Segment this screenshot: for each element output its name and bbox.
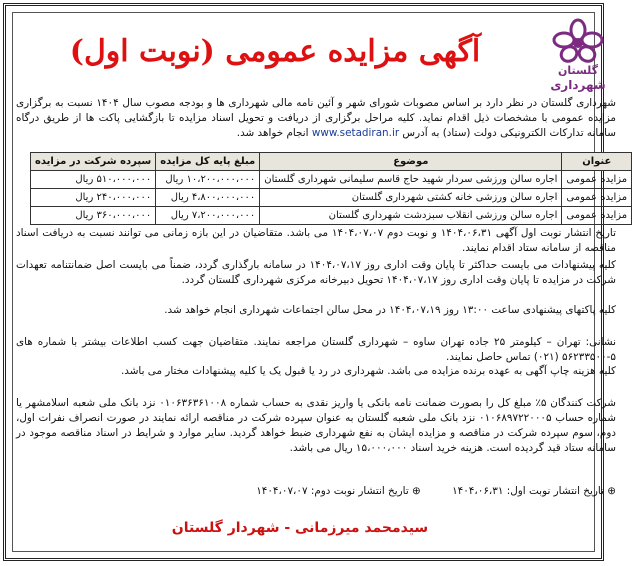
cell-title: مزایده عمومی — [562, 171, 632, 189]
cell-deposit: ۳۶۰،۰۰۰،۰۰۰ ریال — [31, 207, 156, 225]
auction-table — [30, 152, 632, 225]
cell-base-price: ۱۰،۲۰۰،۰۰۰،۰۰۰ ریال — [156, 171, 260, 189]
page-title: آگهی مزایده عمومی (نوبت اول) — [69, 34, 481, 69]
cell-subject: اجاره سالن ورزشی خانه کشتی شهرداری گلستان — [260, 189, 562, 207]
costs-paragraph: کلیه هزینه چاپ آگهی به عهده برنده مزایده می باشد. شهرداری در رد یا قبول یک یا کلیه پیشنهادات مختار می باشد. — [120, 365, 616, 377]
cell-deposit: ۵۱۰،۰۰۰،۰۰۰ ریال — [31, 171, 156, 189]
intro-text: شهرداری گلستان در نظر دارد بر اساس مصوبات شورای شهر و آئین نامه مالی شهرداری ها و بودجه مصوب سال ۱۴۰۴ نسبت به برگزاری مزایده عمومی با مشخصات ذیل اقدام نماید. کلیه مراحل برگزاری از دریافت و تحویل اسناد مزایده تا بازگشایی پاکت ها از طریق درگاه سامانه تدارکات الکترونیکی دولت (ستاد) به آدرس — [16, 97, 616, 139]
header-title: عنوان — [562, 153, 632, 171]
cell-title: مزایده عمومی — [562, 189, 632, 207]
table-row — [31, 171, 632, 189]
cell-base-price: ۴،۸۰۰،۰۰۰،۰۰۰ ریال — [156, 189, 260, 207]
header-base-price: مبلغ پایه کل مزایده — [156, 153, 260, 171]
header-subject: موضوع — [260, 153, 562, 171]
table-header-row — [31, 153, 632, 171]
deposit-paragraph: شرکت کنندگان ۵٪ مبلغ کل را بصورت ضمانت نامه بانکی یا واریز نقدی به حساب شماره ۰۱۰۶۳۶۳۶۱۰۰۸ نزد بانک ملی شعبه اسلامشهر یا شماره حساب ۰۱۰۶۸۹۷۲۲۰۰۰۵ نزد بانک ملی شعبه گلستان به عنوان سپرده شرکت در مناقصه ارائه نمایند در صورت انصراف نفرات اول، دوم، سوم سپرده شرکت در مناقصه و مزایده ایشان به نفع شهرداری ضبط خواهد گردید. سایر موارد و شرایط در اسناد مناقصه موجود در سامانه ستاد قید گردیده است. هزینه خرید اسناد ۱۵،۰۰۰،۰۰۰ ریال می باشد. — [16, 397, 616, 454]
municipality-logo — [538, 18, 618, 96]
intro-paragraph — [16, 96, 616, 141]
logo-text-shahrdari: شهرداری — [550, 78, 606, 92]
address-paragraph: نشانی: تهران – کیلومتر ۲۵ جاده تهران ساوه – شهرداری گلستان مراجعه نمایند. متقاضیان جهت کسب اطلاعات بیشتر با شماره های ۵-۵۶۲۳۳۵۰۰ (۰۲۱) تماس حاصل نمایند. — [16, 336, 616, 363]
cell-subject: اجاره سالن ورزشی سردار شهید حاج قاسم سلیمانی شهرداری گلستان — [260, 171, 562, 189]
cell-title: مزایده عمومی — [562, 207, 632, 225]
opening-time-paragraph: کلیه پاکتهای پیشنهادی ساعت ۱۳:۰۰ روز ۱۴۰۴،۰۷،۱۹ در محل سالن اجتماعات شهرداری انجام خواهد شد. — [164, 304, 616, 316]
publish-dates-footer — [40, 484, 616, 499]
intro-end-text: انجام خواهد شد. — [236, 127, 309, 139]
setad-link[interactable]: www.setadiran.ir — [311, 127, 400, 139]
cell-deposit: ۲۴۰،۰۰۰،۰۰۰ ریال — [31, 189, 156, 207]
first-publish-date: ⊕ تاریخ انتشار نوبت اول: ۱۴۰۴،۰۶،۳۱ — [452, 485, 616, 497]
cell-subject: اجاره سالن ورزشی انقلاب سبزدشت شهرداری گلستان — [260, 207, 562, 225]
second-publish-date: ⊕ تاریخ انتشار نوبت دوم: ۱۴۰۴،۰۷،۰۷ — [256, 485, 421, 497]
mayor-signature: سیدمحمد میرزمانی - شهردار گلستان — [171, 520, 429, 536]
flower-icon — [538, 18, 618, 66]
publish-dates-paragraph: تاریخ انتشار نوبت اول آگهی ۱۴۰۴،۰۶،۳۱ و نوبت دوم ۱۴۰۴،۰۷،۰۷ می باشد. متقاضیان در این بازه زمانی می توانند نسبت به دریافت اسناد مناقصه از سامانه ستاد اقدام نمایند. — [16, 227, 616, 254]
cell-base-price: ۷،۲۰۰،۰۰۰،۰۰۰ ریال — [156, 207, 260, 225]
table-row — [31, 189, 632, 207]
header-deposit: سپرده شرکت در مزایده — [31, 153, 156, 171]
logo-text-golestan: گلستان — [557, 64, 599, 77]
table-row — [31, 207, 632, 225]
submission-deadline-paragraph: کلیه پیشنهادات می بایست حداکثر تا پایان وقت اداری روز ۱۴۰۴،۰۷،۱۷ در سامانه بارگذاری گردد، ضمناً می بایست اصل ضمانتنامه تعهدات شرکت در مزایده تا پایان وقت اداری روز ۱۴۰۴،۰۷،۱۷ تحویل دبیرخانه مرکزی شهرداری گلستان گردد. — [16, 259, 616, 286]
